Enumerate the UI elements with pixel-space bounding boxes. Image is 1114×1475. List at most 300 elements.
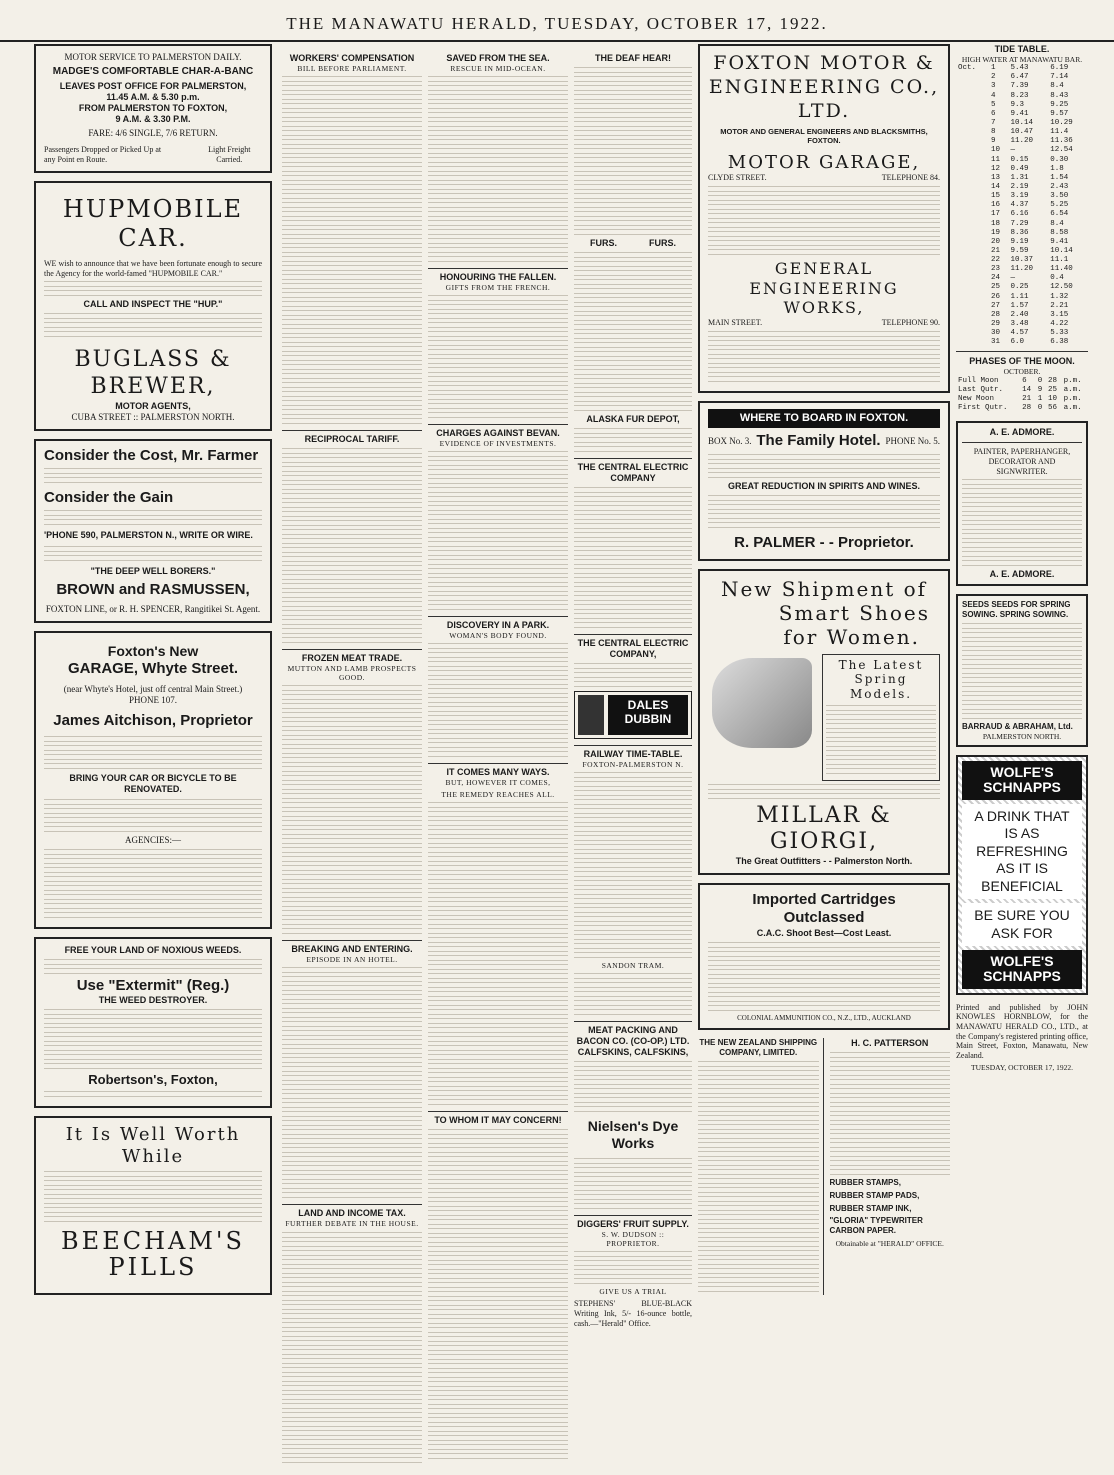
tide-cell: 6 — [991, 109, 996, 118]
comes-sub: BUT, HOWEVER IT COMES, — [445, 778, 551, 788]
tide-cell: 6.0 — [1010, 338, 1025, 347]
extermit-ad — [34, 937, 272, 1108]
tide-cell: 5.25 — [1050, 201, 1069, 210]
moon-cell: 14 — [1022, 385, 1032, 394]
tide-row — [956, 92, 1088, 101]
tide-row — [956, 293, 1088, 302]
tide-cell: 10.29 — [1050, 118, 1073, 127]
tide-cell: 4.57 — [1010, 329, 1029, 338]
tide-cell: 1.11 — [1010, 292, 1029, 301]
brown-head: BROWN and RASMUSSEN, — [56, 581, 250, 599]
gain-head: Consider the Gain — [44, 489, 174, 507]
moon-row — [956, 404, 1088, 413]
tide-cell — [956, 247, 989, 256]
tide-cell: 1.32 — [1050, 292, 1069, 301]
furs-label-1: FURS. — [590, 237, 617, 248]
charges-sub: EVIDENCE OF INVESTMENTS. — [439, 439, 557, 449]
tide-row — [956, 64, 1088, 73]
deaf-head: THE DEAF HEAR! — [595, 53, 671, 63]
general-engineering-head: GENERAL ENGINEERING WORKS, — [749, 259, 899, 318]
column-2 — [282, 44, 422, 1464]
tide-cell: 5.43 — [1010, 64, 1029, 73]
millar-outfitters: The Great Outfitters - - Palmerston North. — [735, 856, 913, 867]
tide-cell: 9.25 — [1050, 100, 1069, 109]
tide-row — [956, 302, 1088, 311]
discovery-sub: WOMAN'S BODY FOUND. — [449, 631, 547, 641]
tide-cell: 7 — [991, 118, 996, 127]
tide-cell: 6.54 — [1050, 210, 1069, 219]
tide-row — [956, 320, 1088, 329]
madge-from: FROM PALMERSTON TO FOXTON, — [78, 103, 228, 114]
moon-row — [956, 377, 1088, 386]
family-hotel-head: The Family Hotel. — [756, 431, 881, 449]
calfskins-head: CALFSKINS, CALFSKINS, — [577, 1046, 689, 1057]
madge-title: MOTOR SERVICE TO PALMERSTON DAILY. — [64, 52, 242, 62]
tide-cell: 5.33 — [1050, 329, 1069, 338]
moon-cell: 21 — [1022, 394, 1032, 403]
cartridges-line3: C.A.C. Shoot Best—Cost Least. — [756, 927, 892, 938]
tide-cell — [956, 128, 989, 137]
phone-line: 'PHONE 590, PALMERSTON N., WRITE OR WIRE. — [44, 530, 253, 541]
tide-cell — [956, 311, 989, 320]
nz-shipping-head: THE NEW ZEALAND SHIPPING COMPANY, LIMITED. — [699, 1038, 818, 1058]
sandon-head: SANDON TRAM. — [601, 960, 665, 970]
madge-time2: 9 A.M. & 3.30 P.M. — [115, 114, 191, 125]
tide-cell: 27 — [991, 301, 1001, 310]
comes-head: IT COMES MANY WAYS. — [428, 763, 568, 778]
tide-row — [956, 110, 1088, 119]
shoes-line2: Smart Shoes — [778, 600, 930, 625]
moon-sub: OCTOBER. — [1003, 367, 1041, 377]
moon-cell: New Moon — [958, 394, 995, 403]
moon-cell: Last Qutr. — [958, 385, 1004, 394]
tide-row — [956, 119, 1088, 128]
frozen-sub: MUTTON AND LAMB PROSPECTS GOOD. — [287, 664, 417, 683]
admore-head: A. E. ADMORE. — [989, 427, 1055, 438]
tide-cell: 14 — [991, 182, 1001, 191]
imprint-date: TUESDAY, OCTOBER 17, 1922. — [971, 1063, 1073, 1073]
tide-cell: 3 — [991, 82, 996, 91]
tide-cell — [956, 92, 989, 101]
telephone-84: TELEPHONE 84. — [881, 173, 940, 183]
tide-cell: 2.40 — [1010, 310, 1029, 319]
buglass-head: BUGLASS & BREWER, — [74, 347, 232, 400]
tide-row — [956, 128, 1088, 137]
tide-cell: 5 — [991, 100, 996, 109]
tide-cell: 19 — [991, 228, 1001, 237]
patterson-head: H. C. PATTERSON — [851, 1038, 929, 1049]
garage-head1: Foxton's New — [107, 642, 199, 659]
tide-cell: Oct. — [958, 64, 977, 73]
tide-row — [956, 274, 1088, 283]
moon-cell: 0 — [1037, 404, 1043, 412]
railway-sub: FOXTON-PALMERSTON N. — [582, 759, 684, 769]
family-hotel-ad — [698, 401, 950, 561]
palmer-proprietor: R. PALMER - - Proprietor. — [734, 534, 914, 552]
tide-row — [956, 229, 1088, 238]
tide-cell — [956, 220, 989, 229]
tide-cell: 10.47 — [1010, 128, 1034, 137]
tide-sub: HIGH WATER AT MANAWATU BAR. — [961, 54, 1083, 64]
column-6 — [956, 44, 1088, 1464]
honour-head: HONOURING THE FALLEN. — [428, 268, 568, 283]
tide-cell — [956, 256, 989, 265]
tide-row — [956, 101, 1088, 110]
tide-cell: 9.59 — [1010, 246, 1029, 255]
stephens-ink: STEPHENS' BLUE-BLACK Writing Ink, 5/- 16-ounce bottle, cash.—"Herald" Office. — [574, 1299, 692, 1328]
main-street: MAIN STREET. — [708, 317, 763, 327]
tide-cell — [956, 265, 989, 274]
agencies: AGENCIES:— — [125, 835, 181, 846]
tide-cell: 3.50 — [1050, 192, 1069, 201]
tide-cell — [956, 238, 989, 247]
tide-cell: 24 — [991, 274, 1001, 283]
tide-cell: 10.14 — [1010, 118, 1034, 127]
moon-cell: 10 — [1047, 394, 1057, 403]
tide-cell: 18 — [991, 219, 1001, 228]
admore-painter: PAINTER, PAPERHANGER, DECORATOR AND SIGNWRITER. — [973, 447, 1071, 476]
tide-row — [956, 329, 1088, 338]
tide-cell: — — [1010, 146, 1016, 155]
moon-cell: 0 — [1037, 376, 1043, 385]
remedy-sub: THE REMEDY REACHES ALL. — [441, 789, 555, 799]
reciprocal-head: RECIPROCAL TARIFF. — [282, 430, 422, 445]
tide-row — [956, 73, 1088, 82]
tide-cell: 10 — [991, 146, 1001, 155]
tide-row — [956, 183, 1088, 192]
tide-cell: 17 — [991, 210, 1001, 219]
tide-cell: 3.19 — [1010, 192, 1029, 201]
tide-cell: 9.41 — [1010, 109, 1029, 118]
furs-label-2: FURS. — [649, 237, 676, 248]
discovery-head: DISCOVERY IN A PARK. — [428, 616, 568, 631]
meat-head: MEAT PACKING AND BACON CO. (CO-OP.) LTD. — [574, 1021, 692, 1047]
moon-cell: a.m. — [1063, 404, 1082, 412]
tide-cell: 2.21 — [1050, 301, 1069, 310]
tide-head: TIDE TABLE. — [994, 44, 1050, 54]
wolfe-foot: WOLFE'S SCHNAPPS — [962, 950, 1082, 989]
moon-cell: 28 — [1022, 404, 1032, 412]
tide-cell: 7.29 — [1010, 219, 1029, 228]
tide-cell: 9.19 — [1010, 237, 1029, 246]
tide-cell — [956, 283, 989, 292]
tide-cell: 25 — [991, 283, 1001, 292]
tide-row — [956, 192, 1088, 201]
electric-head: THE CENTRAL ELECTRIC COMPANY — [574, 458, 692, 484]
gloria-carbon: "GLORIA" TYPEWRITER CARBON PAPER. — [829, 1216, 923, 1236]
tide-cell — [956, 329, 989, 338]
tide-cell — [956, 183, 989, 192]
tide-row — [956, 156, 1088, 165]
foxton-motor-ad — [698, 44, 950, 393]
tide-cell — [956, 82, 989, 91]
tide-cell: 11.36 — [1050, 137, 1073, 146]
moon-cell: 25 — [1047, 385, 1057, 394]
tide-row — [956, 201, 1088, 210]
brown-addr: FOXTON LINE, or R. H. SPENCER, Rangitikei St. Agent. — [45, 603, 261, 614]
tide-cell — [956, 320, 989, 329]
saved-head: SAVED FROM THE SEA. — [446, 53, 550, 63]
extermit-name: Use "Extermit" (Reg.) — [76, 977, 230, 995]
cartridges-line1: Imported Cartridges — [752, 891, 896, 909]
tide-cell — [956, 293, 989, 302]
colonial-ammunition: COLONIAL AMMUNITION CO., N.Z., LTD., AUCKLAND — [737, 1013, 911, 1022]
madge-note2: Light Freight Carried. — [208, 145, 251, 164]
tide-cell: 6.38 — [1050, 338, 1069, 347]
deep-well: "THE DEEP WELL BORERS." — [90, 566, 216, 577]
extermit-sub: THE WEED DESTROYER. — [98, 995, 208, 1006]
hupmobile-call: CALL AND INSPECT THE "HUP." — [83, 299, 223, 310]
tide-cell: 0.15 — [1010, 155, 1029, 164]
tide-cell: 11.20 — [1010, 137, 1034, 146]
clyde-street: CLYDE STREET. — [708, 173, 767, 183]
tide-cell: 8.58 — [1050, 228, 1069, 237]
tide-row — [956, 146, 1088, 155]
railway-head: RAILWAY TIME-TABLE. — [574, 745, 692, 760]
moon-row — [956, 395, 1088, 404]
tide-cell: 8.36 — [1010, 228, 1029, 237]
admore-head-2: A. E. ADMORE. — [989, 569, 1055, 580]
nielsen-head: Nielsen's Dye Works — [587, 1117, 679, 1152]
dales-dubbin: DALES DUBBIN — [608, 695, 688, 735]
tide-cell — [956, 101, 989, 110]
tide-cell: 30 — [991, 329, 1001, 338]
tide-cell: 12.50 — [1050, 283, 1073, 292]
tide-cell: 4 — [991, 91, 996, 100]
tide-cell: 1.54 — [1050, 173, 1069, 182]
latest-models: The Latest Spring Models. — [838, 657, 924, 701]
rubber-stamp-pads: RUBBER STAMP PADS, — [829, 1190, 920, 1200]
tide-cell — [956, 210, 989, 219]
tide-cell: 2 — [991, 73, 996, 82]
tide-cell: 4.37 — [1010, 201, 1029, 210]
seeds-ad — [956, 594, 1088, 746]
land-head: LAND AND INCOME TAX. — [282, 1204, 422, 1219]
box-number: BOX No. 3. — [708, 435, 752, 446]
aitchison-head: James Aitchison, Proprietor — [53, 711, 253, 729]
buglass-sub: MOTOR AGENTS, — [115, 400, 191, 411]
tide-cell — [956, 201, 989, 210]
foxton-motor-sub: MOTOR AND GENERAL ENGINEERS AND BLACKSMITHS, FOXTON. — [720, 127, 928, 146]
tide-cell: 23 — [991, 265, 1001, 274]
moon-cell: 28 — [1047, 376, 1057, 385]
moon-cell: p.m. — [1063, 394, 1082, 403]
tide-cell: 10.37 — [1010, 256, 1034, 265]
tide-cell: 6.47 — [1010, 73, 1029, 82]
frozen-head: FROZEN MEAT TRADE. — [282, 649, 422, 664]
tide-cell: 9.41 — [1050, 237, 1069, 246]
barraud-addr: PALMERSTON NORTH. — [982, 731, 1062, 741]
tide-cell: 7.39 — [1010, 82, 1029, 91]
workers-sub: BILL BEFORE PARLIAMENT. — [297, 63, 407, 73]
tide-cell: 12 — [991, 164, 1001, 173]
tide-cell: 11.1 — [1050, 256, 1069, 265]
moon-cell: 1 — [1037, 394, 1043, 403]
well-head: It Is Well Worth While — [65, 1124, 241, 1168]
tide-cell — [956, 338, 989, 347]
tide-cell — [956, 165, 989, 174]
madge-leaves: LEAVES POST OFFICE FOR PALMERSTON, — [59, 81, 247, 92]
tide-row — [956, 137, 1088, 146]
tide-cell: 31 — [991, 338, 1001, 347]
barraud-head: BARRAUD & ABRAHAM, Ltd. — [962, 721, 1073, 731]
diggers-head: DIGGERS' FRUIT SUPPLY. — [574, 1215, 692, 1230]
tide-cell: 3.48 — [1010, 320, 1029, 329]
buglass-addr: CUBA STREET :: PALMERSTON NORTH. — [71, 411, 235, 422]
tide-cell: 29 — [991, 320, 1001, 329]
tide-cell: 8 — [991, 128, 996, 137]
tide-cell: 9 — [991, 137, 996, 146]
tide-row — [956, 256, 1088, 265]
madge-time1: 11.45 A.M. & 5.30 p.m. — [106, 92, 200, 103]
moon-cell: 6 — [1022, 376, 1027, 385]
tide-row — [956, 220, 1088, 229]
hupmobile-ad — [34, 181, 272, 431]
madge-fare: FARE: 4/6 SINGLE, 7/6 RETURN. — [88, 128, 218, 139]
moon-cell: 9 — [1037, 385, 1043, 394]
charges-head: CHARGES AGAINST BEVAN. — [428, 424, 568, 439]
tide-cell — [956, 274, 989, 283]
telephone-90: TELEPHONE 90. — [881, 317, 940, 327]
column-1 — [34, 44, 272, 1464]
tide-row — [956, 82, 1088, 91]
wolfe-ask: BE SURE YOU ASK FOR — [962, 903, 1082, 946]
tide-cell: 10.14 — [1050, 246, 1073, 255]
foxton-motor-head: FOXTON MOTOR & ENGINEERING CO., LTD. — [708, 52, 940, 122]
tide-cell: 22 — [991, 256, 1001, 265]
tide-cell: 11 — [991, 155, 1001, 164]
tide-row — [956, 338, 1088, 347]
shoes-ad — [698, 569, 950, 876]
dudson: S. W. DUDSON :: PROPRIETOR. — [601, 1230, 665, 1249]
cartridges-ad — [698, 883, 950, 1030]
tide-cell: 11.4 — [1050, 128, 1069, 137]
tide-cell: 1.31 — [1010, 173, 1029, 182]
garage-phone: PHONE 107. — [128, 694, 177, 705]
alaska-head: ALASKA FUR DEPOT, — [586, 413, 680, 424]
tide-cell: 8.4 — [1050, 82, 1064, 91]
tide-cell: 6.16 — [1010, 210, 1029, 219]
rubber-stamp-ink: RUBBER STAMP INK, — [829, 1203, 912, 1213]
moon-cell: 56 — [1047, 404, 1057, 412]
cartridges-line2: Outclassed — [783, 909, 865, 927]
hupmobile-head: HUPMOBILE CAR. — [62, 194, 244, 252]
beecham-head: BEECHAM'S PILLS — [61, 1227, 245, 1282]
wolfe-slogan: A DRINK THAT IS AS REFRESHING AS IT IS BENEFICIAL — [962, 804, 1082, 900]
shoe-image — [712, 658, 812, 748]
tide-cell: 9.3 — [1010, 100, 1025, 109]
board-head: WHERE TO BOARD IN FOXTON. — [708, 409, 940, 428]
beecham-ad — [34, 1116, 272, 1295]
tide-cell: 26 — [991, 292, 1001, 301]
tide-cell: 12.54 — [1050, 146, 1073, 155]
madge-ad — [34, 44, 272, 173]
tide-row — [956, 311, 1088, 320]
great-reduction: GREAT REDUCTION IN SPIRITS AND WINES. — [727, 481, 920, 492]
tide-cell — [956, 73, 989, 82]
workers-head: WORKERS' COMPENSATION — [289, 53, 415, 63]
tide-cell — [956, 156, 989, 165]
tide-cell: 11.40 — [1050, 265, 1073, 274]
tide-cell: 28 — [991, 310, 1001, 319]
tide-cell: 16 — [991, 201, 1001, 210]
moon-row — [956, 386, 1088, 395]
honour-sub: GIFTS FROM THE FRENCH. — [445, 283, 551, 293]
garage-head2: GARAGE, Whyte Street. — [67, 659, 239, 677]
tide-cell: 0.4 — [1050, 274, 1064, 283]
tide-cell: 1.57 — [1010, 301, 1029, 310]
motor-garage-head: MOTOR GARAGE, — [727, 151, 921, 173]
tide-row — [956, 247, 1088, 256]
tide-cell — [956, 110, 989, 119]
moon-cell: First Qutr. — [958, 404, 1008, 412]
breaking-sub: EPISODE IN AN HOTEL. — [306, 955, 398, 965]
tide-cell: 0.49 — [1010, 164, 1029, 173]
garage-sub: (near Whyte's Hotel, just off central Main Street.) — [63, 683, 243, 694]
robertson-head: Robertson's, Foxton, — [88, 1072, 218, 1088]
tide-cell: 0.30 — [1050, 155, 1069, 164]
tide-cell — [956, 119, 989, 128]
moon-cell: a.m. — [1063, 385, 1082, 394]
millar-head: MILLAR & GIORGI, — [756, 802, 892, 855]
wolfe-ad — [956, 755, 1088, 995]
tide-table — [956, 64, 1088, 347]
column-3 — [428, 44, 568, 1464]
moon-head: PHASES OF THE MOON. — [969, 356, 1075, 367]
wolfe-head: WOLFE'S SCHNAPPS — [962, 761, 1082, 800]
tide-cell: 7.14 — [1050, 73, 1069, 82]
moon-table — [956, 377, 1088, 414]
tide-row — [956, 174, 1088, 183]
rubber-stamps: RUBBER STAMPS, — [829, 1178, 901, 1188]
madge-note1: Passengers Dropped or Picked Up at any Point en Route. — [44, 145, 162, 164]
tide-cell — [956, 302, 989, 311]
madge-head: MADGE'S COMFORTABLE CHAR-A-BANC — [52, 65, 254, 77]
tide-cell: 2.43 — [1050, 182, 1069, 191]
tide-cell: 9.57 — [1050, 109, 1069, 118]
tide-cell: 0.25 — [1010, 283, 1029, 292]
concern-head: TO WHOM IT MAY CONCERN! — [428, 1111, 568, 1126]
tide-row — [956, 210, 1088, 219]
electric-head-2: THE CENTRAL ELECTRIC COMPANY, — [574, 634, 692, 660]
tide-cell: 8.43 — [1050, 91, 1069, 100]
tide-row — [956, 265, 1088, 274]
tide-cell — [956, 137, 989, 146]
obtainable: Obtainable at "HERALD" OFFICE. — [835, 1238, 944, 1248]
tide-cell: 11.20 — [1010, 265, 1034, 274]
imprint: Printed and published by JOHN KNOWLES HORNBLOW, for the MANAWATU HERALD CO., LTD., at the Company's registered printing office, Main Street, Foxton, Manawatu, New Zealand. — [956, 1002, 1088, 1060]
tide-cell: 1 — [991, 64, 996, 73]
tide-cell: 15 — [991, 192, 1001, 201]
phone-5: PHONE No. 5. — [885, 435, 940, 446]
moon-cell: Full Moon — [958, 376, 999, 385]
column-4 — [574, 44, 692, 1464]
give-trial: GIVE US A TRIAL — [599, 1287, 667, 1297]
farmer-head: Consider the Cost, Mr. Farmer — [44, 446, 259, 464]
tide-cell: 3.15 — [1050, 310, 1069, 319]
tide-cell — [956, 174, 989, 183]
seeds-head: SEEDS SEEDS FOR SPRING SOWING. SPRING SOWING. — [962, 600, 1071, 620]
tide-cell — [956, 192, 989, 201]
bring-car: BRING YOUR CAR OR BICYCLE TO BE RENOVATED. — [69, 773, 237, 795]
tide-cell: 4.22 — [1050, 320, 1069, 329]
tide-row — [956, 238, 1088, 247]
extermit-head: FREE YOUR LAND OF NOXIOUS WEEDS. — [64, 945, 242, 956]
saved-sub: RESCUE IN MID-OCEAN. — [450, 63, 546, 73]
tide-cell: 21 — [991, 246, 1001, 255]
hupmobile-text: WE wish to announce that we have been fortunate enough to secure the Agency for the world-famed "HUPMOBILE CAR." — [44, 259, 262, 278]
tide-cell: 8.23 — [1010, 91, 1029, 100]
